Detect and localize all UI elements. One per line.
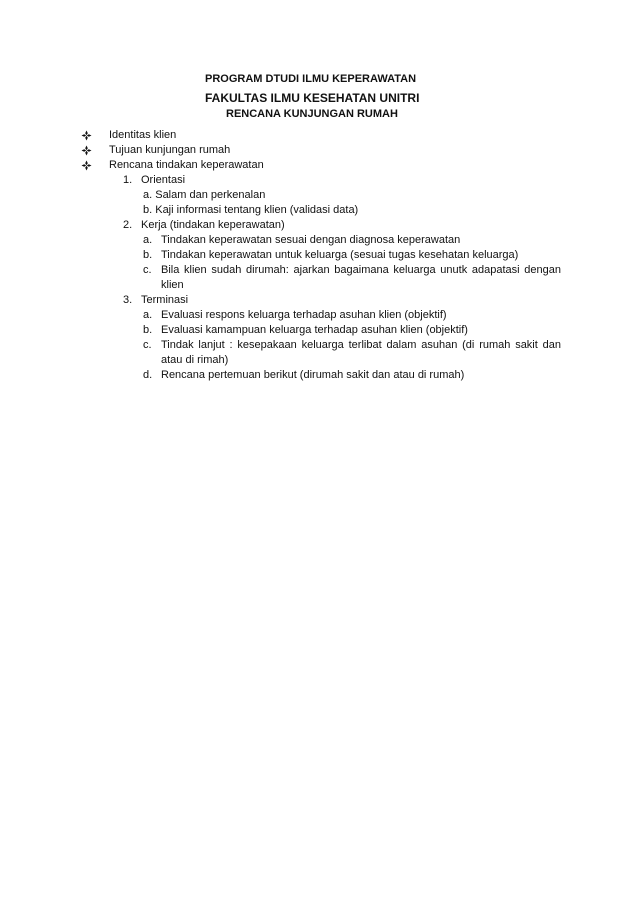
step-title: Orientasi bbox=[141, 174, 186, 186]
bullet-label: Identitas klien bbox=[109, 129, 177, 141]
list-item-letter: d. bbox=[143, 369, 153, 381]
list-item bbox=[81, 368, 561, 383]
list-item-text: Bila klien sudah dirumah: ajarkan bagaimana keluarga unutk adapatasi dengan klien bbox=[161, 264, 561, 291]
header-faculty: FAKULTAS ILMU KESEHATAN UNITRI bbox=[205, 91, 420, 105]
list-item-text: Tindak lanjut : kesepakaan keluarga terlibat dalam asuhan (di rumah sakit dan atau di rimah) bbox=[161, 339, 561, 366]
step-heading bbox=[81, 173, 561, 188]
document-body bbox=[81, 128, 561, 383]
list-item bbox=[81, 233, 561, 248]
step-title: Terminasi bbox=[141, 294, 189, 306]
list-item bbox=[81, 203, 561, 218]
list-item bbox=[81, 188, 561, 203]
diamond-bullet-icon bbox=[81, 143, 92, 158]
list-item-text: a. Salam dan perkenalan bbox=[143, 189, 266, 201]
list-item-letter: c. bbox=[143, 339, 152, 351]
bullet-item bbox=[81, 158, 561, 173]
list-item-text: Rencana pertemuan berikut (dirumah sakit dan atau di rumah) bbox=[161, 369, 465, 381]
list-item-letter: c. bbox=[143, 264, 152, 276]
diamond-bullet-icon bbox=[81, 158, 92, 173]
list-item-text: Tindakan keperawatan sesuai dengan diagnosa keperawatan bbox=[161, 234, 461, 246]
step-heading bbox=[81, 293, 561, 308]
bullet-item bbox=[81, 143, 561, 158]
bullet-label: Tujuan kunjungan rumah bbox=[109, 144, 231, 156]
list-item-letter: b. bbox=[143, 324, 153, 336]
list-item-letter: a. bbox=[143, 309, 153, 321]
step-number: 3. bbox=[123, 294, 133, 306]
list-item bbox=[81, 263, 561, 293]
list-item-text: Evaluasi respons keluarga terhadap asuhan klien (objektif) bbox=[161, 309, 447, 321]
header-program: PROGRAM DTUDI ILMU KEPERAWATAN bbox=[205, 73, 417, 85]
list-item bbox=[81, 323, 561, 338]
list-item-text: Evaluasi kamampuan keluarga terhadap asuhan klien (objektif) bbox=[161, 324, 468, 336]
step-number: 1. bbox=[123, 174, 133, 186]
diamond-bullet-icon bbox=[81, 128, 92, 143]
step-heading bbox=[81, 218, 561, 233]
step-number: 2. bbox=[123, 219, 133, 231]
document-title: RENCANA KUNJUNGAN RUMAH bbox=[226, 108, 398, 120]
step-title: Kerja (tindakan keperawatan) bbox=[141, 219, 285, 231]
list-item-letter: b. bbox=[143, 249, 153, 261]
bullet-item bbox=[81, 128, 561, 143]
list-item-text: Tindakan keperawatan untuk keluarga (sesuai tugas kesehatan keluarga) bbox=[161, 249, 519, 261]
bullet-label: Rencana tindakan keperawatan bbox=[109, 159, 264, 171]
list-item-letter: a. bbox=[143, 234, 153, 246]
list-item bbox=[81, 248, 561, 263]
list-item bbox=[81, 308, 561, 323]
list-item bbox=[81, 338, 561, 368]
list-item-text: b. Kaji informasi tentang klien (validasi data) bbox=[143, 204, 359, 216]
